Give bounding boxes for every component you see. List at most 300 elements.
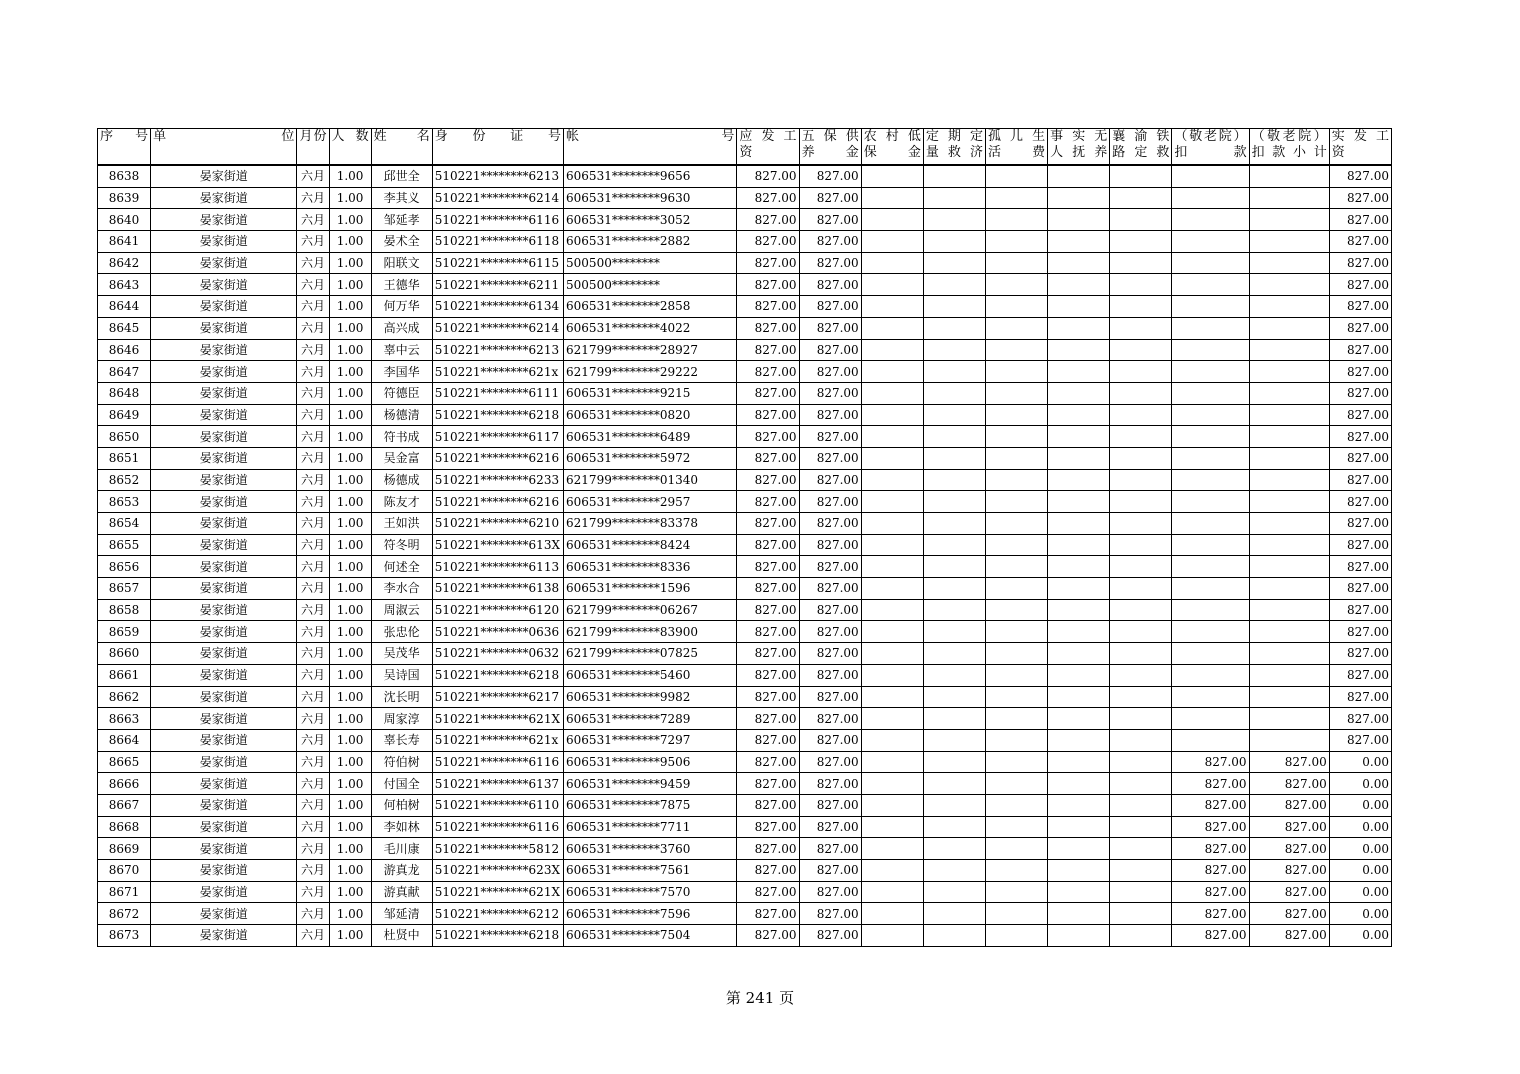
table-cell: 0.00 bbox=[1329, 794, 1391, 816]
table-row bbox=[98, 729, 1392, 751]
table-cell: 晏家街道 bbox=[151, 556, 297, 578]
table-cell bbox=[985, 252, 1047, 274]
column-header: 应 发 工 资 bbox=[737, 129, 799, 166]
table-cell bbox=[1172, 729, 1249, 751]
table-cell bbox=[1110, 708, 1172, 730]
table-cell: 8639 bbox=[98, 187, 151, 209]
table-cell: 何述全 bbox=[371, 556, 432, 578]
table-cell: 827.00 bbox=[799, 296, 861, 318]
table-cell bbox=[1110, 925, 1172, 947]
table-cell: 827.00 bbox=[799, 578, 861, 600]
table-cell: 510221********0632 bbox=[432, 643, 563, 665]
table-cell bbox=[985, 274, 1047, 296]
table-cell bbox=[1172, 317, 1249, 339]
table-cell: 晏家街道 bbox=[151, 686, 297, 708]
table-cell bbox=[985, 361, 1047, 383]
table-cell: 510221********6120 bbox=[432, 599, 563, 621]
table-cell bbox=[1172, 339, 1249, 361]
table-cell: 827.00 bbox=[799, 903, 861, 925]
table-cell bbox=[1048, 165, 1110, 187]
table-cell: 827.00 bbox=[1329, 361, 1391, 383]
table-cell bbox=[1048, 534, 1110, 556]
table-cell: 晏家街道 bbox=[151, 447, 297, 469]
table-cell bbox=[1110, 599, 1172, 621]
table-cell: 六月 bbox=[297, 252, 329, 274]
table-cell: 827.00 bbox=[799, 664, 861, 686]
table-cell: 六月 bbox=[297, 751, 329, 773]
table-cell: 510221********6115 bbox=[432, 252, 563, 274]
table-cell: 827.00 bbox=[737, 534, 799, 556]
table-cell: 8671 bbox=[98, 881, 151, 903]
table-cell: 827.00 bbox=[1249, 860, 1329, 882]
table-cell: 621799********07825 bbox=[564, 643, 737, 665]
table-cell bbox=[1249, 317, 1329, 339]
table-cell: 510221********621x bbox=[432, 361, 563, 383]
table-cell: 606531********7297 bbox=[564, 729, 737, 751]
table-cell: 8646 bbox=[98, 339, 151, 361]
table-cell: 606531********9982 bbox=[564, 686, 737, 708]
column-header: 孤 儿 生 活 费 bbox=[985, 129, 1047, 166]
table-cell: 8649 bbox=[98, 404, 151, 426]
table-cell bbox=[985, 686, 1047, 708]
table-cell: 827.00 bbox=[737, 794, 799, 816]
table-cell: 0.00 bbox=[1329, 816, 1391, 838]
table-cell: 李如林 bbox=[371, 816, 432, 838]
table-cell: 510221********6137 bbox=[432, 773, 563, 795]
table-cell bbox=[923, 361, 985, 383]
table-cell bbox=[1110, 794, 1172, 816]
table-cell bbox=[1249, 296, 1329, 318]
table-cell bbox=[985, 860, 1047, 882]
table-cell: 827.00 bbox=[1329, 426, 1391, 448]
table-cell bbox=[985, 187, 1047, 209]
table-cell bbox=[923, 252, 985, 274]
table-cell: 晏家街道 bbox=[151, 729, 297, 751]
table-body bbox=[98, 165, 1392, 946]
table-cell bbox=[1172, 513, 1249, 535]
table-row bbox=[98, 556, 1392, 578]
table-row bbox=[98, 599, 1392, 621]
table-cell: 六月 bbox=[297, 339, 329, 361]
table-cell: 510221********621x bbox=[432, 729, 563, 751]
table-cell: 六月 bbox=[297, 708, 329, 730]
table-cell: 何柏树 bbox=[371, 794, 432, 816]
table-cell: 毛川康 bbox=[371, 838, 432, 860]
table-cell: 六月 bbox=[297, 231, 329, 253]
table-cell: 1.00 bbox=[329, 838, 371, 860]
table-cell: 827.00 bbox=[799, 165, 861, 187]
table-cell: 621799********83378 bbox=[564, 513, 737, 535]
table-cell bbox=[1110, 686, 1172, 708]
table-row bbox=[98, 621, 1392, 643]
table-cell bbox=[861, 599, 923, 621]
table-cell: 晏家街道 bbox=[151, 881, 297, 903]
table-cell bbox=[1110, 209, 1172, 231]
table-row bbox=[98, 860, 1392, 882]
table-cell: 1.00 bbox=[329, 404, 371, 426]
table-cell bbox=[923, 165, 985, 187]
table-cell: 李其义 bbox=[371, 187, 432, 209]
table-cell: 606531********8424 bbox=[564, 534, 737, 556]
table-cell: 827.00 bbox=[799, 491, 861, 513]
table-cell: 1.00 bbox=[329, 816, 371, 838]
table-cell: 606531********2957 bbox=[564, 491, 737, 513]
table-cell bbox=[923, 274, 985, 296]
table-cell bbox=[1110, 339, 1172, 361]
table-cell: 827.00 bbox=[737, 361, 799, 383]
table-cell: 827.00 bbox=[1329, 469, 1391, 491]
table-cell: 827.00 bbox=[737, 339, 799, 361]
table-cell bbox=[923, 925, 985, 947]
table-cell: 606531********7504 bbox=[564, 925, 737, 947]
table-cell bbox=[923, 556, 985, 578]
table-cell bbox=[923, 794, 985, 816]
table-cell bbox=[923, 599, 985, 621]
table-cell: 晏家街道 bbox=[151, 513, 297, 535]
table-row bbox=[98, 664, 1392, 686]
table-cell bbox=[861, 382, 923, 404]
table-cell: 827.00 bbox=[737, 317, 799, 339]
table-cell bbox=[985, 773, 1047, 795]
table-row bbox=[98, 296, 1392, 318]
table-cell bbox=[1172, 252, 1249, 274]
table-cell: 8661 bbox=[98, 664, 151, 686]
table-cell: 杨德成 bbox=[371, 469, 432, 491]
table-cell bbox=[923, 903, 985, 925]
table-cell bbox=[1048, 469, 1110, 491]
table-cell: 王如洪 bbox=[371, 513, 432, 535]
table-cell: 510221********6134 bbox=[432, 296, 563, 318]
table-cell bbox=[985, 881, 1047, 903]
table-cell: 8642 bbox=[98, 252, 151, 274]
table-cell: 827.00 bbox=[799, 643, 861, 665]
table-cell: 500500******** bbox=[564, 252, 737, 274]
table-cell: 晏家街道 bbox=[151, 773, 297, 795]
table-cell: 张忠伦 bbox=[371, 621, 432, 643]
table-cell: 827.00 bbox=[737, 881, 799, 903]
table-cell: 8672 bbox=[98, 903, 151, 925]
table-cell bbox=[1048, 599, 1110, 621]
table-cell bbox=[861, 578, 923, 600]
table-cell: 827.00 bbox=[799, 274, 861, 296]
table-cell: 8638 bbox=[98, 165, 151, 187]
table-cell: 0.00 bbox=[1329, 925, 1391, 947]
table-cell: 1.00 bbox=[329, 751, 371, 773]
table-cell bbox=[1110, 751, 1172, 773]
table-cell bbox=[1048, 686, 1110, 708]
table-cell: 晏家街道 bbox=[151, 534, 297, 556]
table-cell: 8651 bbox=[98, 447, 151, 469]
table-cell: 827.00 bbox=[1329, 664, 1391, 686]
table-header-row bbox=[98, 129, 1392, 166]
table-cell bbox=[1110, 491, 1172, 513]
table-cell: 827.00 bbox=[799, 925, 861, 947]
table-cell bbox=[1249, 578, 1329, 600]
table-cell: 8655 bbox=[98, 534, 151, 556]
table-cell bbox=[1249, 447, 1329, 469]
table-cell bbox=[1048, 556, 1110, 578]
table-cell: 827.00 bbox=[737, 773, 799, 795]
table-cell bbox=[1249, 274, 1329, 296]
table-cell: 606531********9630 bbox=[564, 187, 737, 209]
table-cell: 827.00 bbox=[737, 903, 799, 925]
table-cell: 8673 bbox=[98, 925, 151, 947]
table-row bbox=[98, 274, 1392, 296]
table-cell bbox=[861, 404, 923, 426]
table-cell: 827.00 bbox=[1172, 773, 1249, 795]
table-cell bbox=[923, 296, 985, 318]
table-cell: 827.00 bbox=[1249, 925, 1329, 947]
table-cell: 827.00 bbox=[799, 838, 861, 860]
table-cell: 827.00 bbox=[737, 599, 799, 621]
table-cell: 8657 bbox=[98, 578, 151, 600]
table-cell bbox=[1172, 187, 1249, 209]
table-cell bbox=[923, 838, 985, 860]
table-cell bbox=[1249, 252, 1329, 274]
table-cell bbox=[1048, 881, 1110, 903]
table-cell: 827.00 bbox=[1329, 339, 1391, 361]
table-cell bbox=[861, 274, 923, 296]
table-cell bbox=[1048, 447, 1110, 469]
table-cell: 8660 bbox=[98, 643, 151, 665]
table-cell bbox=[923, 708, 985, 730]
table-cell: 827.00 bbox=[799, 773, 861, 795]
table-cell: 606531********9506 bbox=[564, 751, 737, 773]
table-cell: 六月 bbox=[297, 361, 329, 383]
table-cell: 510221********5812 bbox=[432, 838, 563, 860]
table-cell: 8650 bbox=[98, 426, 151, 448]
table-cell: 510221********613X bbox=[432, 534, 563, 556]
table-cell: 606531********8336 bbox=[564, 556, 737, 578]
table-cell: 8667 bbox=[98, 794, 151, 816]
column-header: 农 村 低 保 金 bbox=[861, 129, 923, 166]
table-row bbox=[98, 469, 1392, 491]
table-cell: 晏家街道 bbox=[151, 838, 297, 860]
table-cell: 晏家街道 bbox=[151, 382, 297, 404]
table-cell: 827.00 bbox=[737, 816, 799, 838]
table-cell bbox=[1048, 729, 1110, 751]
table-cell: 晏家街道 bbox=[151, 231, 297, 253]
table-cell bbox=[1110, 165, 1172, 187]
table-cell bbox=[923, 751, 985, 773]
table-cell: 8666 bbox=[98, 773, 151, 795]
table-cell: 606531********0820 bbox=[564, 404, 737, 426]
table-cell bbox=[923, 382, 985, 404]
table-cell bbox=[985, 382, 1047, 404]
table-cell: 827.00 bbox=[799, 252, 861, 274]
table-cell: 六月 bbox=[297, 621, 329, 643]
table-row bbox=[98, 686, 1392, 708]
table-cell: 827.00 bbox=[1249, 903, 1329, 925]
table-cell: 827.00 bbox=[737, 447, 799, 469]
table-cell: 510221********6213 bbox=[432, 339, 563, 361]
table-cell: 827.00 bbox=[1249, 816, 1329, 838]
table-cell: 827.00 bbox=[1172, 794, 1249, 816]
table-cell: 510221********6113 bbox=[432, 556, 563, 578]
table-cell: 六月 bbox=[297, 729, 329, 751]
table-row bbox=[98, 773, 1392, 795]
table-cell: 827.00 bbox=[1329, 187, 1391, 209]
table-cell bbox=[1172, 491, 1249, 513]
table-cell: 510221********6116 bbox=[432, 816, 563, 838]
table-cell: 606531********6489 bbox=[564, 426, 737, 448]
table-row bbox=[98, 903, 1392, 925]
table-cell: 晏家街道 bbox=[151, 599, 297, 621]
table-cell: 827.00 bbox=[799, 361, 861, 383]
table-cell bbox=[1172, 621, 1249, 643]
table-cell bbox=[1172, 664, 1249, 686]
table-cell bbox=[1110, 816, 1172, 838]
table-cell bbox=[861, 317, 923, 339]
table-cell: 0.00 bbox=[1329, 751, 1391, 773]
table-cell: 827.00 bbox=[737, 860, 799, 882]
table-cell: 827.00 bbox=[1329, 231, 1391, 253]
table-cell bbox=[1048, 426, 1110, 448]
table-cell bbox=[861, 339, 923, 361]
table-cell: 827.00 bbox=[1329, 274, 1391, 296]
table-cell: 827.00 bbox=[799, 469, 861, 491]
table-cell bbox=[1110, 621, 1172, 643]
table-cell: 510221********6116 bbox=[432, 209, 563, 231]
table-cell bbox=[1172, 296, 1249, 318]
table-cell bbox=[985, 751, 1047, 773]
table-cell: 吴诗国 bbox=[371, 664, 432, 686]
table-cell: 827.00 bbox=[737, 296, 799, 318]
table-cell: 827.00 bbox=[1329, 209, 1391, 231]
table-cell: 六月 bbox=[297, 209, 329, 231]
column-header: 实 发 工 资 bbox=[1329, 129, 1391, 166]
table-row bbox=[98, 339, 1392, 361]
table-cell: 吴茂华 bbox=[371, 643, 432, 665]
table-cell: 827.00 bbox=[799, 686, 861, 708]
table-row bbox=[98, 708, 1392, 730]
table-row bbox=[98, 534, 1392, 556]
table-cell bbox=[985, 599, 1047, 621]
column-header: （敬老院） 扣 款 小 计 bbox=[1249, 129, 1329, 166]
table-row bbox=[98, 382, 1392, 404]
table-cell: 827.00 bbox=[1249, 773, 1329, 795]
table-cell bbox=[1249, 729, 1329, 751]
table-cell bbox=[985, 231, 1047, 253]
table-cell: 827.00 bbox=[737, 274, 799, 296]
table-row bbox=[98, 816, 1392, 838]
table-cell: 621799********28927 bbox=[564, 339, 737, 361]
table-cell: 六月 bbox=[297, 686, 329, 708]
table-cell bbox=[985, 925, 1047, 947]
table-cell bbox=[1110, 860, 1172, 882]
table-cell bbox=[923, 773, 985, 795]
table-cell: 1.00 bbox=[329, 209, 371, 231]
table-cell: 510221********6216 bbox=[432, 447, 563, 469]
table-cell bbox=[923, 469, 985, 491]
table-cell: 晏家街道 bbox=[151, 296, 297, 318]
table-cell: 1.00 bbox=[329, 491, 371, 513]
table-cell bbox=[861, 838, 923, 860]
table-cell: 邱世全 bbox=[371, 165, 432, 187]
table-cell bbox=[1048, 773, 1110, 795]
table-row bbox=[98, 165, 1392, 187]
table-cell bbox=[861, 296, 923, 318]
table-cell: 510221********6218 bbox=[432, 664, 563, 686]
table-cell: 8653 bbox=[98, 491, 151, 513]
table-cell bbox=[923, 209, 985, 231]
table-cell: 510221********621X bbox=[432, 708, 563, 730]
table-cell bbox=[1249, 231, 1329, 253]
table-cell: 606531********9459 bbox=[564, 773, 737, 795]
table-cell bbox=[1110, 664, 1172, 686]
table-cell: 606531********7561 bbox=[564, 860, 737, 882]
table-cell: 8656 bbox=[98, 556, 151, 578]
table-row bbox=[98, 881, 1392, 903]
table-cell bbox=[985, 729, 1047, 751]
table-cell: 六月 bbox=[297, 426, 329, 448]
table-cell bbox=[923, 513, 985, 535]
table-cell: 六月 bbox=[297, 382, 329, 404]
column-header: （敬老院） 扣 款 bbox=[1172, 129, 1249, 166]
table-cell bbox=[1048, 751, 1110, 773]
table-cell: 621799********83900 bbox=[564, 621, 737, 643]
table-cell: 1.00 bbox=[329, 729, 371, 751]
table-row bbox=[98, 447, 1392, 469]
table-row bbox=[98, 231, 1392, 253]
table-cell: 510221********621X bbox=[432, 881, 563, 903]
table-cell: 晏家街道 bbox=[151, 165, 297, 187]
table-cell bbox=[1048, 361, 1110, 383]
table-cell: 510221********6117 bbox=[432, 426, 563, 448]
table-cell: 1.00 bbox=[329, 252, 371, 274]
table-cell: 晏家街道 bbox=[151, 664, 297, 686]
table-cell: 827.00 bbox=[737, 231, 799, 253]
table-cell bbox=[861, 773, 923, 795]
table-cell: 510221********6212 bbox=[432, 903, 563, 925]
table-cell: 六月 bbox=[297, 773, 329, 795]
table-cell: 510221********6218 bbox=[432, 404, 563, 426]
table-cell bbox=[1048, 621, 1110, 643]
table-cell bbox=[923, 686, 985, 708]
table-cell: 827.00 bbox=[737, 556, 799, 578]
table-cell: 1.00 bbox=[329, 317, 371, 339]
table-cell: 606531********7875 bbox=[564, 794, 737, 816]
table-cell: 8647 bbox=[98, 361, 151, 383]
table-cell bbox=[923, 860, 985, 882]
column-header: 人 数 bbox=[329, 129, 371, 166]
table-cell: 827.00 bbox=[1329, 729, 1391, 751]
table-cell bbox=[1249, 599, 1329, 621]
column-header: 单 位 bbox=[151, 129, 297, 166]
table-cell bbox=[1110, 404, 1172, 426]
table-cell bbox=[861, 165, 923, 187]
column-header: 襄 渝 铁 路 定 救 bbox=[1110, 129, 1172, 166]
table-cell: 1.00 bbox=[329, 643, 371, 665]
table-cell: 晏家街道 bbox=[151, 361, 297, 383]
table-cell: 晏家街道 bbox=[151, 708, 297, 730]
table-cell: 827.00 bbox=[737, 209, 799, 231]
table-cell: 晏家街道 bbox=[151, 816, 297, 838]
table-cell: 1.00 bbox=[329, 556, 371, 578]
table-cell bbox=[1172, 708, 1249, 730]
table-cell bbox=[861, 513, 923, 535]
table-cell: 晏家街道 bbox=[151, 209, 297, 231]
table-cell: 827.00 bbox=[799, 209, 861, 231]
table-cell: 8648 bbox=[98, 382, 151, 404]
table-cell bbox=[1048, 578, 1110, 600]
table-cell: 晏家街道 bbox=[151, 621, 297, 643]
table-cell: 晏家街道 bbox=[151, 794, 297, 816]
table-cell: 621799********29222 bbox=[564, 361, 737, 383]
table-cell: 0.00 bbox=[1329, 773, 1391, 795]
table-cell bbox=[1048, 404, 1110, 426]
table-cell: 1.00 bbox=[329, 686, 371, 708]
